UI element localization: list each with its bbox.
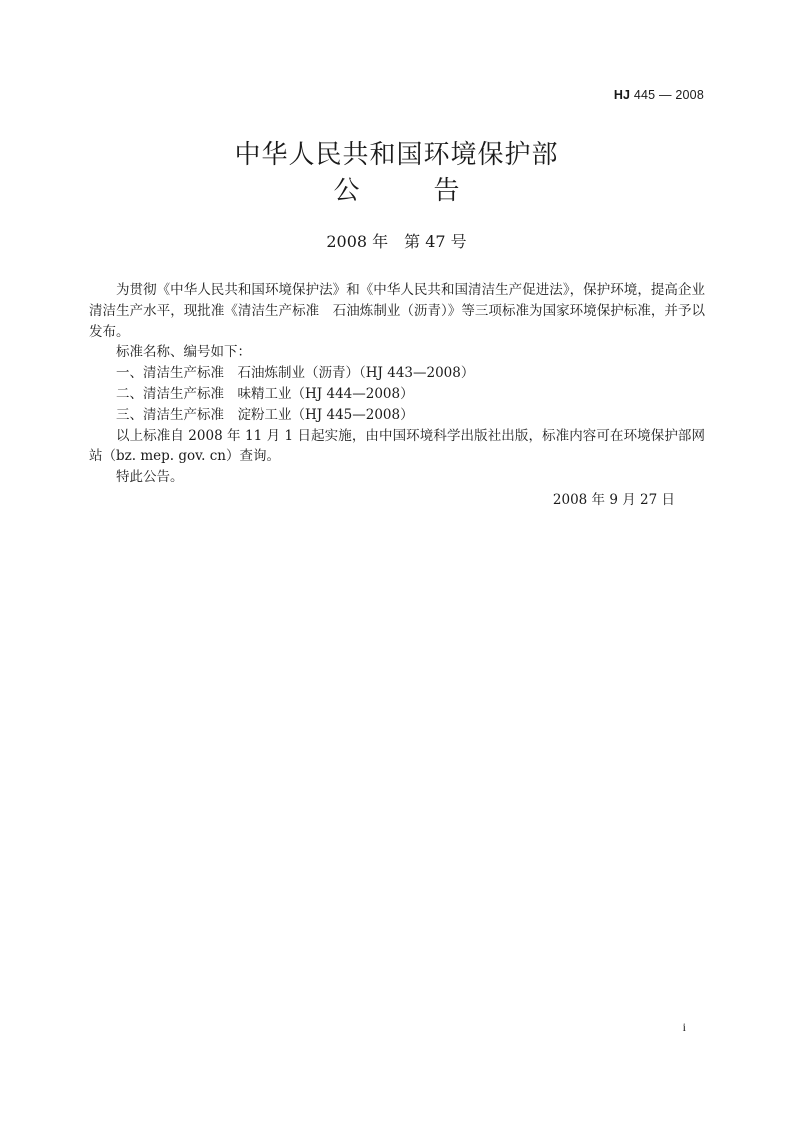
- standard-item-1: 一、清洁生产标准 石油炼制业（沥青）（HJ 443—2008）: [116, 365, 475, 382]
- ministry-title: 中华人民共和国环境保护部: [234, 140, 559, 170]
- issue-number: 2008 年 第 47 号: [326, 232, 467, 251]
- standard-item-3: 三、清洁生产标准 淀粉工业（HJ 445—2008）: [116, 406, 414, 423]
- announcement-heading: [0, 174, 793, 208]
- announcement-heading-char-1: 公: [333, 176, 360, 206]
- body-paragraph-implementation: 以上标准自 2008 年 11 月 1 日起实施，由中国环境科学出版社出版，标准内容可在环境保护部网站（bz. mep. gov. cn）查询。: [89, 427, 705, 465]
- standard-item-2: 二、清洁生产标准 味精工业（HJ 444—2008）: [116, 385, 414, 402]
- standard-code-prefix: HJ: [613, 88, 631, 102]
- announcement-heading-char-2: 告: [433, 176, 460, 206]
- body-paragraph-intro: 为贯彻《中华人民共和国环境保护法》和《中华人民共和国清洁生产促进法》，保护环境，提高企业清洁生产水平，现批准《清洁生产标准 石油炼制业（沥青）》等三项标准为国家环境保护标准，并予以发布。: [89, 282, 705, 340]
- body-paragraph-closing: 特此公告。: [116, 469, 184, 486]
- standard-code: [614, 88, 704, 102]
- page-number: i: [682, 1020, 686, 1034]
- standard-code-number: 445 — 2008: [630, 88, 704, 102]
- body-paragraph-list-heading: 标准名称、编号如下：: [116, 344, 251, 361]
- announcement-body: [89, 280, 705, 488]
- announcement-date: 2008 年 9 月 27 日: [552, 492, 675, 508]
